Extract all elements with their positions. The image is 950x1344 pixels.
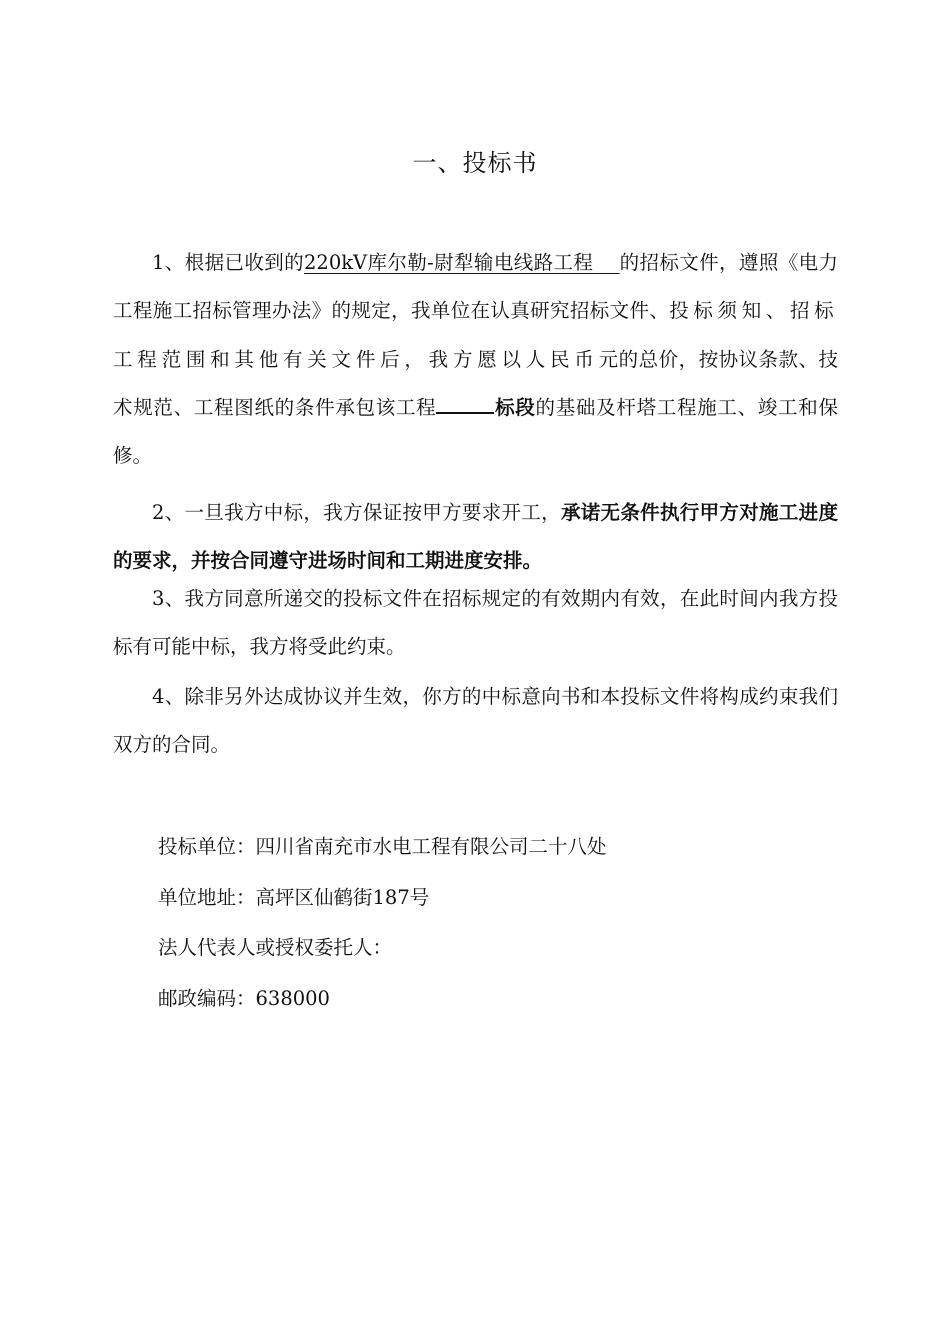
postcode-line: 邮政编码：638000 <box>158 986 330 1010</box>
para2-prefix: 2、一旦我方中标，我方保证按甲方要求开工， <box>152 501 561 524</box>
paragraph-2 <box>113 489 838 586</box>
para1-mid2: 元的总价，按协议条款、技术规范、工程图纸的条件承包该工程 <box>113 347 838 419</box>
para1-prefix: 1、根据已收到的 <box>152 251 305 274</box>
para1-mid1: 的招标文件，遵照《电力工程施工招标管理办法》的规定，我单位在认真研究招标文件、 <box>113 251 838 323</box>
project-name: 220kV库尔勒-尉犁输电线路工程 <box>304 251 594 274</box>
para1-line3: 投标须知、招标工程范围和其他有关文件后，我方愿以人民币 <box>113 299 838 371</box>
document-title: 一、投标书 <box>412 149 538 177</box>
project-name-underline-pad <box>593 251 619 274</box>
bidder-line: 投标单位：四川省南充市水电工程有限公司二十八处 <box>158 835 607 858</box>
signature-block <box>158 822 607 1024</box>
para1-bold-duan: 段 <box>515 395 536 419</box>
paragraph-3 <box>113 575 838 672</box>
representative-line: 法人代表人或授权委托人： <box>158 936 393 959</box>
para1-bold-biao: 标 <box>494 395 516 419</box>
paragraph-4 <box>113 673 838 770</box>
section-blank <box>436 394 494 414</box>
para1-suffix: 的基础及杆塔工程施工、竣工和保修。 <box>113 395 838 468</box>
address-line: 单位地址：高坪区仙鹤街187号 <box>158 885 430 909</box>
para3-text: 3、我方同意所递交的投标文件在招标规定的有效期内有效，在此时间内我方投标有可能中标，我方将受此约束。 <box>113 587 838 659</box>
para2-bold-commitment: 承诺无条件执行甲方对施工进度的要求，并按合同遵守进场时间和工期进度安排。 <box>113 501 838 573</box>
paragraph-1 <box>113 239 838 480</box>
para4-text: 4、除非另外达成协议并生效，你方的中标意向书和本投标文件将构成约束我们双方的合同。 <box>113 685 838 757</box>
